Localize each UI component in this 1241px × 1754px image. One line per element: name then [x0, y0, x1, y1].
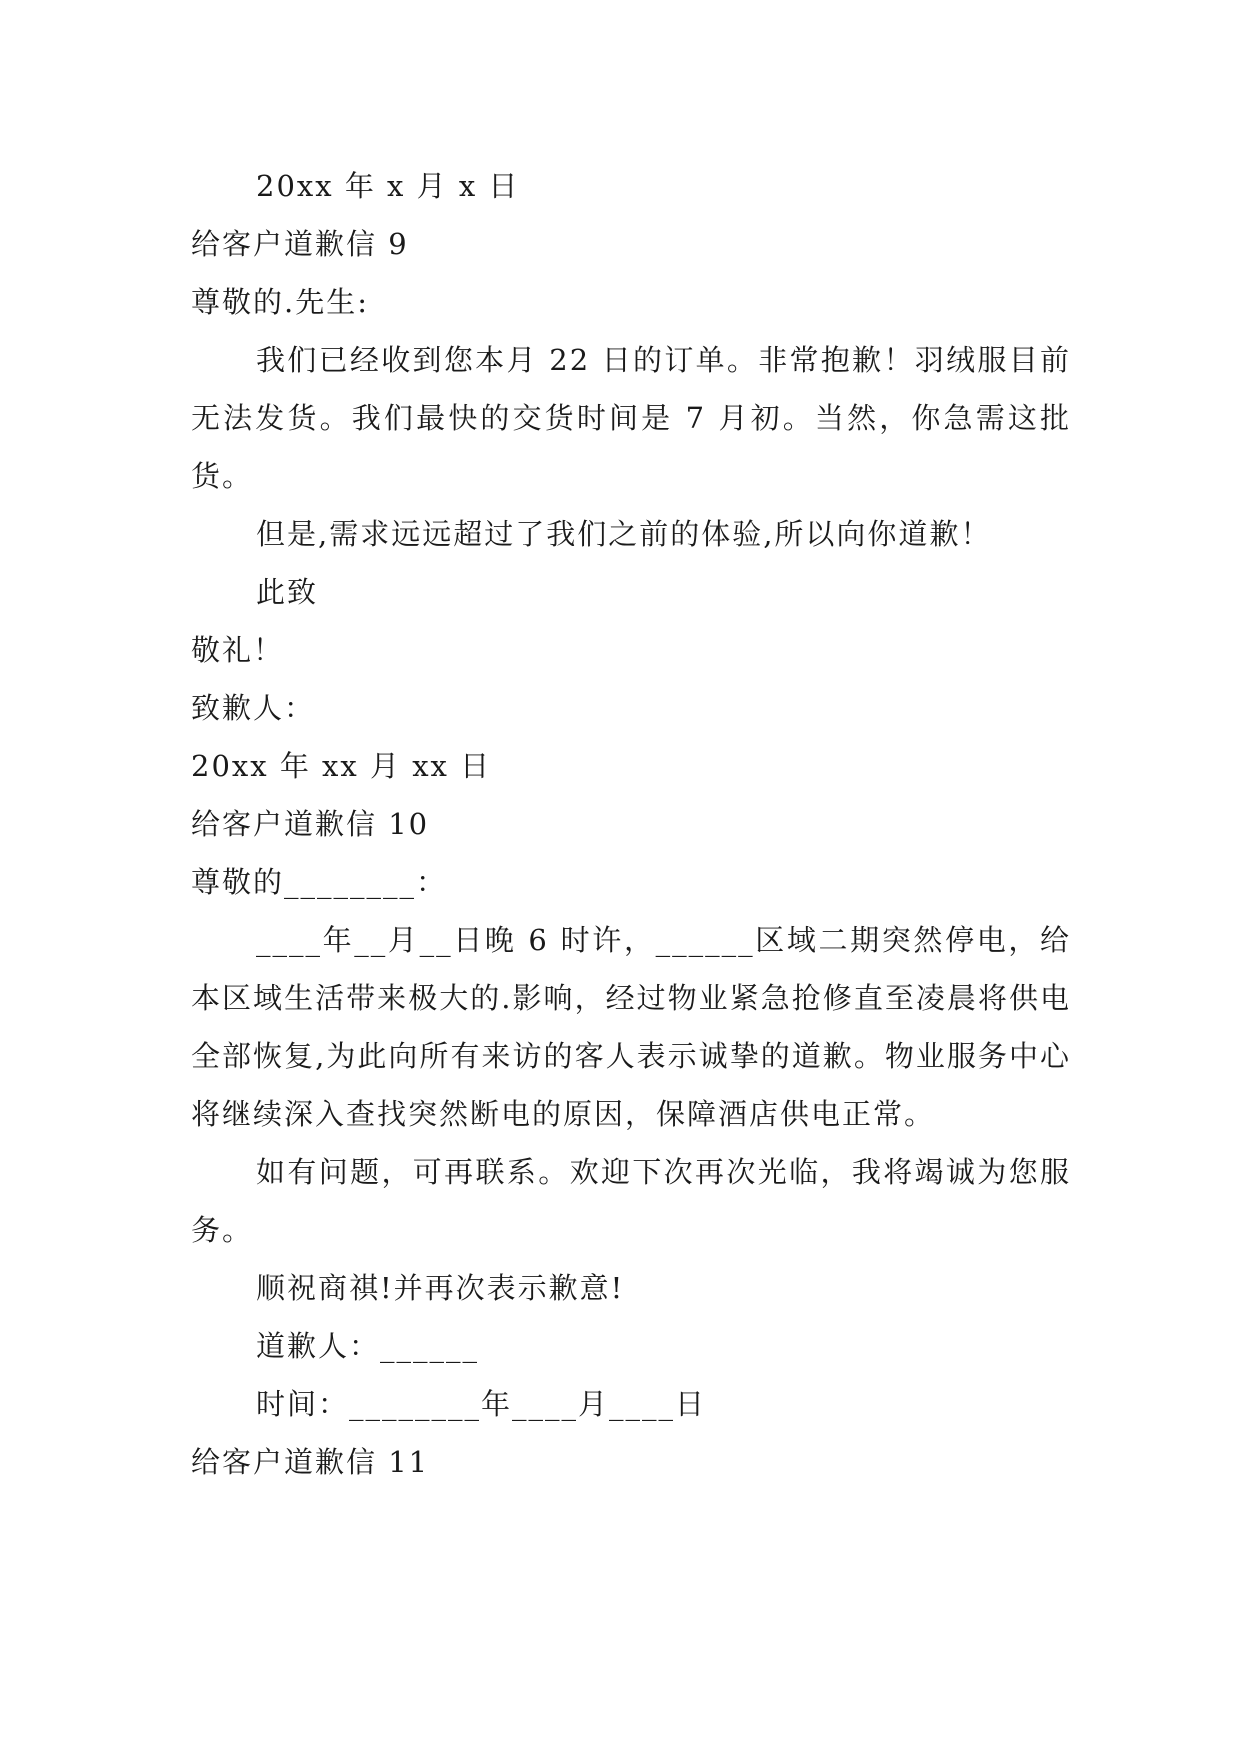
- letter-heading: 给客户道歉信 9: [191, 227, 409, 261]
- closing-line: 此致: [256, 575, 319, 609]
- body-paragraph: 如有问题，可再联系。欢迎下次再次光临，我将竭诚为您服务。: [191, 1155, 1071, 1247]
- body-paragraph: 顺祝商祺!并再次表示歉意!: [256, 1271, 625, 1305]
- letter-heading: 给客户道歉信 10: [191, 807, 430, 841]
- signer: 致歉人：: [191, 691, 316, 725]
- body-paragraph: ____年__月__日晚 6 时许，______区域二期突然停电，给本区域生活带来极大的.影响，经过物业紧急抢修直至凌晨将供电全部恢复,为此向所有来访的客人表示诚挚的道歉。物业服务中心将继续深入查找突然断电的原因，保障酒店供电正常。: [191, 923, 1071, 1131]
- body-paragraph: 我们已经收到您本月 22 日的订单。非常抱歉！羽绒服目前无法发货。我们最快的交货时间是 7 月初。当然，你急需这批货。: [191, 343, 1071, 493]
- closing-line: 敬礼！: [191, 633, 285, 667]
- salutation: 尊敬的.先生:: [191, 285, 369, 319]
- closing-date: 20xx 年 x 月 x 日: [256, 169, 520, 203]
- letter-date: 20xx 年 xx 月 xx 日: [191, 749, 492, 783]
- document-body: [191, 157, 1071, 1491]
- signer: 道歉人：______: [256, 1329, 480, 1363]
- salutation: 尊敬的________：: [191, 865, 448, 899]
- body-paragraph: 但是,需求远远超过了我们之前的体验,所以向你道歉！: [256, 517, 992, 551]
- letter-heading: 给客户道歉信 11: [191, 1445, 430, 1479]
- letter-time: 时间：________年____月____日: [256, 1387, 707, 1421]
